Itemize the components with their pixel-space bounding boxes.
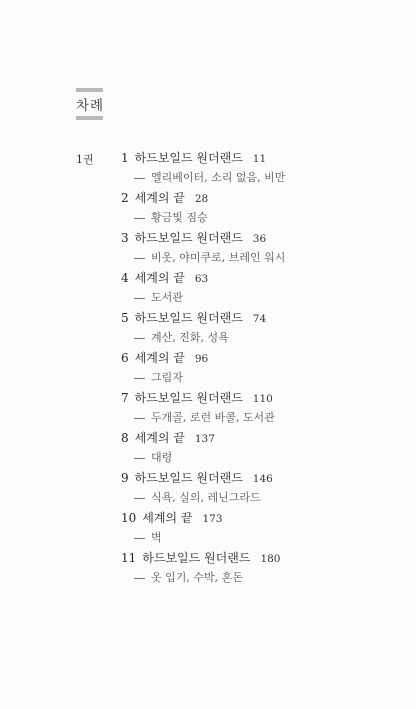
chapter-subtitle: 황금빛 짐승: [151, 211, 208, 224]
toc-entry: [121, 468, 381, 508]
chapter-number: 2: [121, 191, 129, 205]
toc-entry: [121, 348, 381, 388]
chapter-subtitle: 두개골, 로런 바콜, 도서관: [151, 411, 275, 424]
table-of-contents: [121, 148, 381, 588]
chapter-number: 7: [121, 391, 129, 405]
em-dash: [134, 418, 145, 419]
chapter-title: 하드보일드 원더랜드: [134, 231, 243, 245]
chapter-page-number: 36: [252, 233, 267, 245]
chapter-subtitle-line: [121, 368, 381, 388]
chapter-subtitle: 그림자: [151, 371, 183, 384]
toc-entry: [121, 308, 381, 348]
header-rule-bottom: [76, 116, 103, 120]
chapter-subtitle: 식욕, 실의, 레닌그라드: [151, 491, 261, 504]
chapter-subtitle-line: [121, 568, 381, 588]
chapter-subtitle: 엘리베이터, 소리 없음, 비만: [151, 171, 286, 184]
toc-entry: [121, 228, 381, 268]
toc-entry: [121, 508, 381, 548]
em-dash: [134, 298, 145, 299]
chapter-line: [121, 188, 381, 208]
em-dash: [134, 458, 145, 459]
chapter-subtitle: 도서관: [151, 291, 183, 304]
page-title: 차례: [76, 98, 105, 114]
chapter-line: [121, 268, 381, 288]
chapter-number: 9: [121, 471, 129, 485]
chapter-title: 세계의 끝: [134, 431, 185, 445]
toc-entry: [121, 188, 381, 228]
chapter-line: [121, 348, 381, 368]
chapter-number: 1: [121, 151, 129, 165]
chapter-page-number: 110: [252, 393, 273, 405]
chapter-number: 4: [121, 271, 129, 285]
chapter-subtitle: 비옷, 야미쿠로, 브레인 워시: [151, 251, 286, 264]
chapter-line: [121, 468, 381, 488]
em-dash: [134, 538, 145, 539]
chapter-title: 세계의 끝: [142, 511, 193, 525]
em-dash: [134, 218, 145, 219]
chapter-page-number: 11: [252, 153, 267, 165]
chapter-line: [121, 428, 381, 448]
toc-entry: [121, 388, 381, 428]
chapter-line: [121, 148, 381, 168]
chapter-line: [121, 308, 381, 328]
em-dash: [134, 178, 145, 179]
chapter-page-number: 63: [194, 273, 209, 285]
chapter-number: 10: [121, 511, 137, 525]
chapter-subtitle-line: [121, 328, 381, 348]
chapter-number: 6: [121, 351, 129, 365]
toc-entry: [121, 428, 381, 468]
chapter-page-number: 146: [252, 473, 273, 485]
chapter-subtitle: 대령: [151, 451, 173, 464]
toc-entry: [121, 148, 381, 188]
chapter-number: 8: [121, 431, 129, 445]
chapter-subtitle-line: [121, 448, 381, 468]
header-rule-top: [76, 88, 103, 92]
chapter-line: [121, 548, 381, 568]
chapter-title: 세계의 끝: [134, 351, 185, 365]
chapter-page-number: 173: [202, 513, 223, 525]
em-dash: [134, 578, 145, 579]
chapter-subtitle-line: [121, 288, 381, 308]
chapter-page-number: 180: [260, 553, 281, 565]
chapter-title: 하드보일드 원더랜드: [142, 551, 251, 565]
chapter-title: 하드보일드 원더랜드: [134, 391, 243, 405]
chapter-subtitle: 옷 입기, 수박, 혼돈: [151, 571, 243, 584]
chapter-number: 5: [121, 311, 129, 325]
toc-entry: [121, 268, 381, 308]
chapter-title: 세계의 끝: [134, 271, 185, 285]
em-dash: [134, 338, 145, 339]
em-dash: [134, 258, 145, 259]
chapter-subtitle: 계산, 진화, 성욕: [151, 331, 229, 344]
chapter-subtitle: 벽: [151, 531, 162, 544]
volume-label: 1권: [76, 153, 94, 166]
chapter-page-number: 137: [194, 433, 215, 445]
chapter-title: 하드보일드 원더랜드: [134, 151, 243, 165]
chapter-title: 세계의 끝: [134, 191, 185, 205]
chapter-subtitle-line: [121, 248, 381, 268]
chapter-page-number: 96: [194, 353, 209, 365]
chapter-line: [121, 388, 381, 408]
chapter-subtitle-line: [121, 528, 381, 548]
chapter-line: [121, 508, 381, 528]
chapter-number: 11: [121, 551, 137, 565]
em-dash: [134, 498, 145, 499]
chapter-title: 하드보일드 원더랜드: [134, 471, 243, 485]
chapter-number: 3: [121, 231, 129, 245]
chapter-subtitle-line: [121, 168, 381, 188]
chapter-subtitle-line: [121, 488, 381, 508]
chapter-line: [121, 228, 381, 248]
chapter-subtitle-line: [121, 408, 381, 428]
em-dash: [134, 378, 145, 379]
chapter-subtitle-line: [121, 208, 381, 228]
chapter-page-number: 28: [194, 193, 209, 205]
chapter-page-number: 74: [252, 313, 267, 325]
chapter-title: 하드보일드 원더랜드: [134, 311, 243, 325]
toc-entry: [121, 548, 381, 588]
